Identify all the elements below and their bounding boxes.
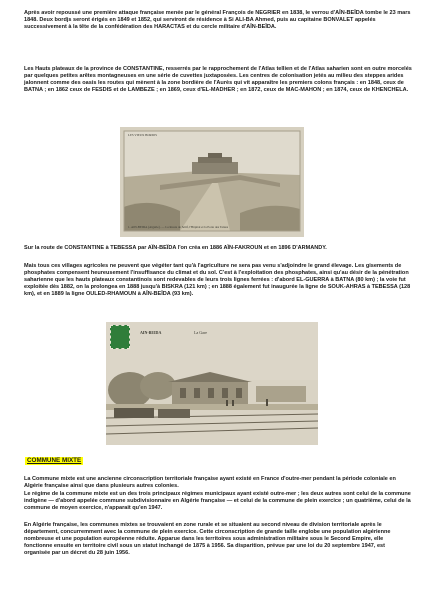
paragraph-route-tebessa: Sur la route de CONSTANTINE à TEBESSA par AÏN-BEÏDA l'on créa en 1886 AÏN-FAKROUN et en 1896 D'ARMANDY. <box>24 245 327 251</box>
postcard-photo-bordjs <box>120 127 304 237</box>
postcard-photo-gare <box>106 322 318 445</box>
postcard-caption: 1. AIN-BEIDA (Algérie). — La Route de Sétif, l'Hôpital et la Porte des Tentes <box>128 225 229 229</box>
station-illustration <box>106 322 318 445</box>
postcard-illustration <box>120 127 304 237</box>
section-heading-commune-mixte: COMMUNE MIXTE <box>27 457 82 464</box>
paragraph-phosphates: Mais tous ces villages agricoles ne peuvent que végéter tant qu'à l'agriculture ne sera pas venu s'adjoindre le grand élevage. Les gisements de phosphates compensent heureusement l'insuffisance du climat et du sol. C'est à l'exploitation des phosphates, ainsi qu'au désir de la pénétration saharienne que les hauts plateaux constantinois sont redevables de leurs trois lignes ferrées : d'abord EL-GUERRA à BATNA (80 km) ; la voie fut exploitée dès 1882, on la prolongea en 1888 jusqu'à BISKRA (121 km) ; en 1888 également fut inaugurée la ligne de SOUK-AHRAS à TEBESSA (128 km), et en 1889 la ligne OULED-RHAMOUN à AÏN-BEÏDA (93 km). <box>24 263 411 298</box>
paragraph-hauts-plateaux: Les Hauts plateaux de la province de CONSTANTINE, resserrés par le rapprochement de l'Atlas tellien et de l'Atlas saharien sont en outre morcelés par quelques petites arêtes montagneuses en une série de cuvettes juxtaposées. Les centres de colonisation jetés au milieu des steppes arides jalonnent comme des oasis les routes qui mènent à la zone bordière de l'Aurès qui vit apparaître les premiers colons français : en 1848, ceux de BATNA ; en 1862 ceux de FESDIS et de LAMBEZE ; en 1869, ceux d'EL-MADHER ; en 1872, ceux de MAC-MAHON ; en 1874, ceux de KHENCHELA. <box>24 66 412 94</box>
paragraph-regimes: Le régime de la commune mixte est un des trois principaux régimes municipaux ayant existé outre-mer ; les deux autres sont celui de la commune indigène — d'abord appelée commune subdivisionnaire en Algérie française — et celui de la commune de plein exercice ; un quatrième, celui de la commune de moyen exercice, n'apparait qu'en 1947. <box>24 491 411 512</box>
station-caption-subject: La Gare <box>194 330 207 335</box>
station-caption-place: AIN-BEIDA <box>140 330 162 335</box>
paragraph-bordjs: Après avoir repoussé une première attaque française menée par le général François de NEGRIER en 1838, le verrou d'AÏN-BEÏDA tombe le 23 mars 1848. Deux bordjs seront érigés en 1849 et 1852, qui serviront de résidence à Si ALI-BA Ahmed, puis au capitaine BONVALET appelés successivement à la tête de la confédération des HARACTAS et du cercle militaire d'AÏN-BEÏDA. <box>24 10 411 31</box>
postage-stamp <box>110 325 130 349</box>
paragraph-definition: La Commune mixte est une ancienne circonscription territoriale française ayant existé en France d'outre-mer pendant la période coloniale en Algérie française ainsi que dans plusieurs autres colonies. <box>24 476 396 490</box>
postcard-corner-label: LES VIEUX BORDJS <box>128 133 157 137</box>
paragraph-algerie: En Algérie française, les communes mixtes se trouvaient en zone rurale et se situaient au second niveau de division territoriale après le département, concurremment avec la commune de plein exercice. Cette circonscription de grande taille englobe une population algérienne nombreuse et une population européenne réduite. Apparue dans les territoires sous administration militaire sous le Second Empire, elle fonctionne ensuite en territoire civil sous un statut inchangé de 1875 à 1956. Sa disparition, prévue par une loi du 20 septembre 1947, est organisée par un décret du 28 juin 1956. <box>24 522 391 557</box>
